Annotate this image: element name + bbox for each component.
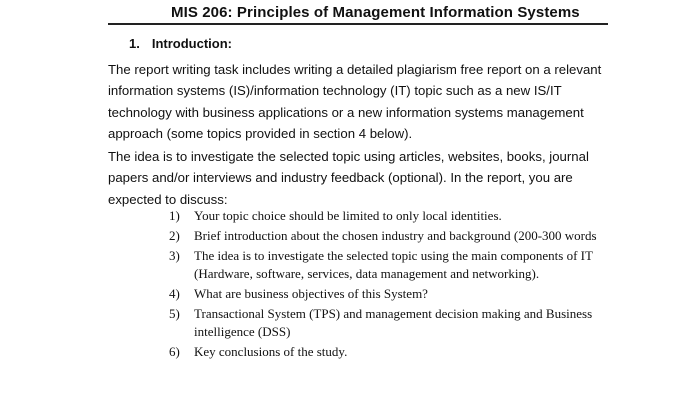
list-item <box>169 227 619 245</box>
document-title: MIS 206: Principles of Management Information Systems <box>171 4 580 21</box>
list-item-text: Brief introduction about the chosen industry and background (200-300 words <box>194 228 597 243</box>
discussion-list <box>169 207 619 363</box>
list-item <box>169 305 619 341</box>
list-marker: 2) <box>169 228 180 243</box>
title-underline <box>108 23 608 25</box>
list-item-text: The idea is to investigate the selected topic using the main components of IT (Hardware, software, services, data management and networking). <box>194 248 593 281</box>
list-marker: 3) <box>169 248 180 263</box>
list-marker: 5) <box>169 306 180 321</box>
intro-paragraph: The report writing task includes writing a detailed plagiarism free report on a relevant information systems (IS)/information technology (IT) topic such as a new IS/IT technology with business applications or a new information systems management approach (some topics provided in section 4 below). <box>108 62 602 142</box>
list-item <box>169 285 619 303</box>
list-item-text: Transactional System (TPS) and management decision making and Business intelligence (DSS) <box>194 306 593 339</box>
list-item <box>169 247 619 283</box>
idea-paragraph: The idea is to investigate the selected topic using articles, websites, books, journal papers and/or interviews and industry feedback (optional). In the report, you are expected to discuss: <box>108 149 589 207</box>
section-title: Introduction: <box>151 36 232 51</box>
list-item <box>169 207 619 225</box>
list-item-text: Your topic choice should be limited to only local identities. <box>194 208 502 223</box>
list-marker: 4) <box>169 286 180 301</box>
section-heading <box>129 36 232 51</box>
list-marker: 6) <box>169 344 180 359</box>
list-item-text: Key conclusions of the study. <box>194 344 348 359</box>
section-number: 1. <box>129 36 140 51</box>
list-item <box>169 343 619 361</box>
list-marker: 1) <box>169 208 180 223</box>
list-item-text: What are business objectives of this System? <box>194 286 428 301</box>
